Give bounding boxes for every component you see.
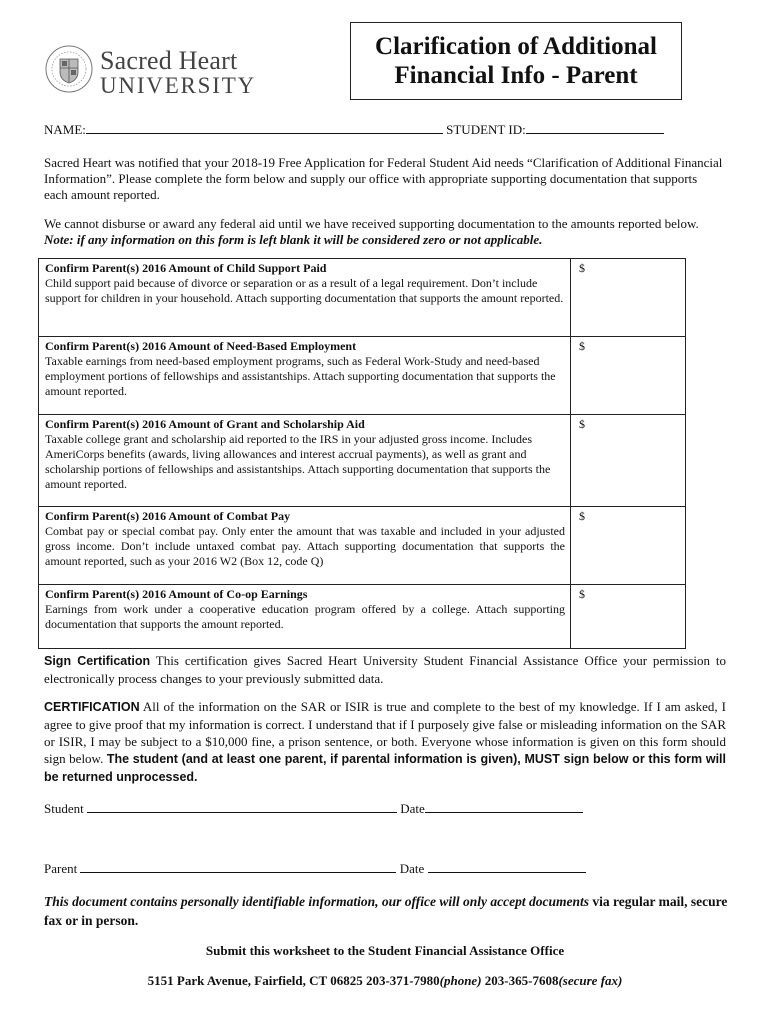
pii-notice-italic: This document contains personally identifiable information, our office will only accept documents xyxy=(44,894,590,909)
fax-label: (secure fax) xyxy=(558,973,623,988)
item-title: Confirm Parent(s) 2016 Amount of Combat Pay xyxy=(45,509,291,523)
parent-date-field[interactable] xyxy=(428,861,586,873)
item-description: Child support paid because of divorce or separation or as a result of a legal requirement. Don’t include support for children in your household. Attach supporting documentation that supports the amount reported. xyxy=(45,276,564,305)
amount-field[interactable] xyxy=(571,585,686,649)
item-description-cell xyxy=(39,337,571,415)
name-field[interactable] xyxy=(86,122,443,134)
currency-symbol: $ xyxy=(579,339,585,353)
amount-field[interactable] xyxy=(571,337,686,415)
item-title: Confirm Parent(s) 2016 Amount of Child Support Paid xyxy=(45,261,327,275)
sign-certification xyxy=(44,652,726,687)
parent-signature-label: Parent xyxy=(44,861,78,876)
item-title: Confirm Parent(s) 2016 Amount of Co-op Earnings xyxy=(45,587,308,601)
parent-date-label: Date xyxy=(399,861,425,876)
table-row xyxy=(39,507,686,585)
pii-notice xyxy=(44,892,734,930)
sign-heading: Sign Certification xyxy=(44,654,151,668)
phone-label: (phone) xyxy=(439,973,482,988)
disburse-paragraph xyxy=(44,216,724,248)
student-signature-field[interactable] xyxy=(87,801,397,813)
amounts-table xyxy=(38,258,686,649)
submit-instruction: Submit this worksheet to the Student Financial Assistance Office xyxy=(205,943,565,958)
item-description-cell xyxy=(39,585,571,649)
intro-paragraph: Sacred Heart was notified that your 2018-19 Free Application for Federal Student Aid needs “Clarification of Additional Financial Information”. Please complete the form below and supply our office with appropriate supporting documentation that supports each amount reported. xyxy=(44,155,723,202)
form-title-line1: Clarification of Additional xyxy=(375,33,657,60)
table-row xyxy=(39,585,686,649)
student-signature-label: Student xyxy=(44,801,84,816)
student-date-field[interactable] xyxy=(425,801,583,813)
parent-signature-row xyxy=(44,861,586,877)
fax-number: 203-365-7608 xyxy=(481,973,559,988)
pii-notice-bold: via regular mail, secure fax or in person. xyxy=(44,894,728,928)
name-label: NAME: xyxy=(44,122,86,137)
address-text: 5151 Park Avenue, Fairfield, CT 06825 203-371-7980 xyxy=(147,973,440,988)
student-signature-row xyxy=(44,801,583,817)
item-title: Confirm Parent(s) 2016 Amount of Grant and Scholarship Aid xyxy=(45,417,365,431)
university-name-line2: UNIVERSITY xyxy=(100,73,256,98)
certification-warning: The student (and at least one parent, if parental information is given), MUST sign below or this form will be returned unprocessed. xyxy=(44,752,726,784)
item-description-cell xyxy=(39,259,571,337)
parent-signature-field[interactable] xyxy=(80,861,396,873)
form-title xyxy=(350,22,682,100)
disburse-text: We cannot disburse or award any federal aid until we have received supporting documentation to the amounts reported below. xyxy=(44,216,699,231)
item-description: Taxable college grant and scholarship aid reported to the IRS in your adjusted gross income. Includes AmeriCorps benefits (awards, living allowances and interest accrual payments), as well as grant and scholarship portions of fellowships and assistantships. Attach supporting documentation that supports the amount reported. xyxy=(45,432,551,491)
amount-field[interactable] xyxy=(571,507,686,585)
item-description: Earnings from work under a cooperative education program offered by a college. Attach supporting documentation that supports the amount reported. xyxy=(45,602,565,631)
currency-symbol: $ xyxy=(579,261,585,275)
blank-note: Note: if any information on this form is left blank it will be considered zero or not applicable. xyxy=(44,232,543,247)
item-description-cell xyxy=(39,507,571,585)
currency-symbol: $ xyxy=(579,417,585,431)
table-row xyxy=(39,337,686,415)
certification-heading: CERTIFICATION xyxy=(44,700,140,714)
currency-symbol: $ xyxy=(579,587,585,601)
university-logo xyxy=(44,44,264,100)
certification xyxy=(44,698,726,786)
form-title-line2: Financial Info - Parent xyxy=(394,62,638,89)
item-description: Taxable earnings from need-based employment programs, such as Federal Work-Study and need-based employment portions of fellowships and assistantships. Attach supporting documentation that supports the amount reported. xyxy=(45,354,556,398)
identity-fields xyxy=(44,122,664,138)
table-row xyxy=(39,259,686,337)
certification-text: All of the information on the SAR or ISIR is true and complete to the best of my knowledge. If I am asked, I agree to give proof that my information is correct. I understand that if I purposely give false or misleading information on the SAR or ISIR, I may be subject to a $10,000 fine, a prison sentence, or both. Everyone whose information is given on this form should sign below. xyxy=(44,699,726,766)
student-id-field[interactable] xyxy=(526,122,664,134)
university-seal-icon xyxy=(44,44,94,94)
amount-field[interactable] xyxy=(571,415,686,507)
table-row xyxy=(39,415,686,507)
office-address xyxy=(0,973,770,989)
item-description-cell xyxy=(39,415,571,507)
university-name-line1: Sacred Heart xyxy=(100,46,238,75)
sign-text: This certification gives Sacred Heart University Student Financial Assistance Office your permission to electronically process changes to your previously submitted data. xyxy=(44,653,726,686)
item-description: Combat pay or special combat pay. Only enter the amount that was taxable and included in your adjusted gross income. Don’t include untaxed combat pay. Attach supporting documentation that supports the amount reported, such as your 2016 W2 (Box 12, code Q) xyxy=(45,524,565,568)
currency-symbol: $ xyxy=(579,509,585,523)
amount-field[interactable] xyxy=(571,259,686,337)
item-title: Confirm Parent(s) 2016 Amount of Need-Based Employment xyxy=(45,339,357,353)
student-id-label: STUDENT ID: xyxy=(446,122,526,137)
student-date-label: Date xyxy=(400,801,425,816)
